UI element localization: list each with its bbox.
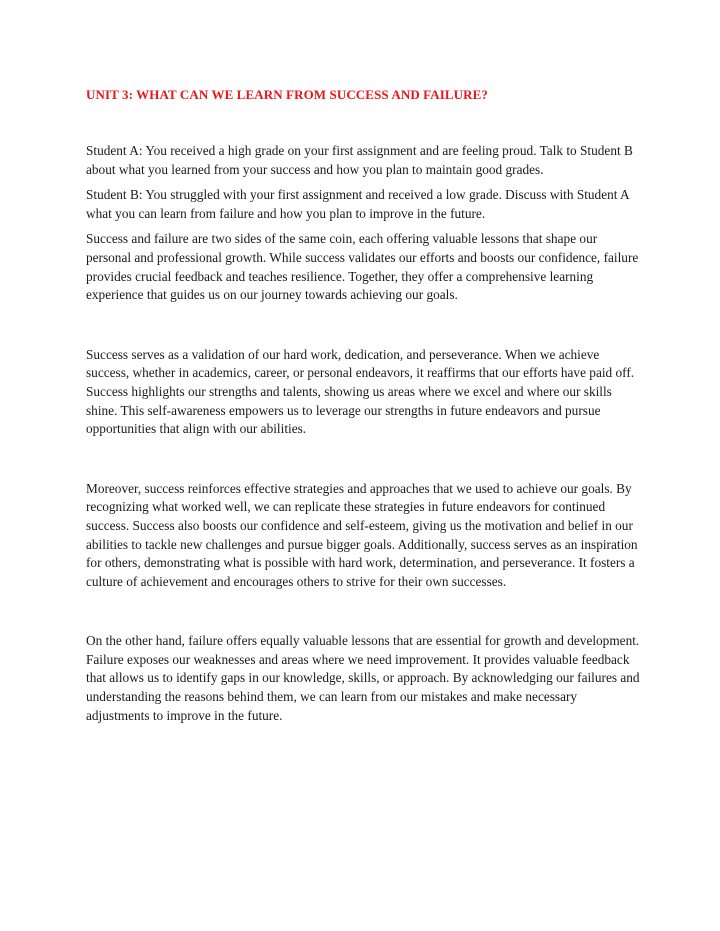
paragraph-success-validation: Success serves as a validation of our hard work, dedication, and perseverance. When we achieve success, whether in academics, career, or personal endeavors, it reaffirms that our efforts have paid off. Success highlights our strengths and talents, showing us areas where we excel and where our skills shine. This self-awareness empowers us to leverage our strengths in future endeavors and pursue opportunities that align with our abilities. xyxy=(86,346,635,437)
page-title: UNIT 3: WHAT CAN WE LEARN FROM SUCCESS AND FAILURE? xyxy=(86,87,489,102)
paragraph-student-b: Student B: You struggled with your first assignment and received a low grade. Discuss with Student A what you can learn from failure and how you plan to improve in the future. xyxy=(86,187,629,221)
paragraph-intro: Success and failure are two sides of the same coin, each offering valuable lessons that shape our personal and professional growth. While success validates our efforts and boosts our confidence, failure provides crucial feedback and teaches resilience. Together, they offer a comprehensive learning experience that guides us on our journey towards achieving our goals. xyxy=(86,231,639,303)
document-body xyxy=(86,86,642,725)
paragraph-success-strategies: Moreover, success reinforces effective strategies and approaches that we used to achieve our goals. By recognizing what worked well, we can replicate these strategies in future endeavors for continued success. Success also boosts our confidence and self-esteem, giving us the motivation and belief in our abilities to tackle new challenges and pursue bigger goals. Additionally, success serves as an inspiration for others, demonstrating what is possible with hard work, determination, and perseverance. It fosters a culture of achievement and encourages others to strive for their own successes. xyxy=(86,480,638,589)
paragraph-student-a: Student A: You received a high grade on your first assignment and are feeling proud. Talk to Student B about what you learned from your success and how you plan to maintain good grades. xyxy=(86,143,633,177)
paragraph-failure-lessons: On the other hand, failure offers equally valuable lessons that are essential for growth and development. Failure exposes our weaknesses and areas where we need improvement. It provides valuable feedback that allows us to identify gaps in our knowledge, skills, or approach. By acknowledging our failures and understanding the reasons behind them, we can learn from our mistakes and make necessary adjustments to improve in the future. xyxy=(86,633,640,723)
